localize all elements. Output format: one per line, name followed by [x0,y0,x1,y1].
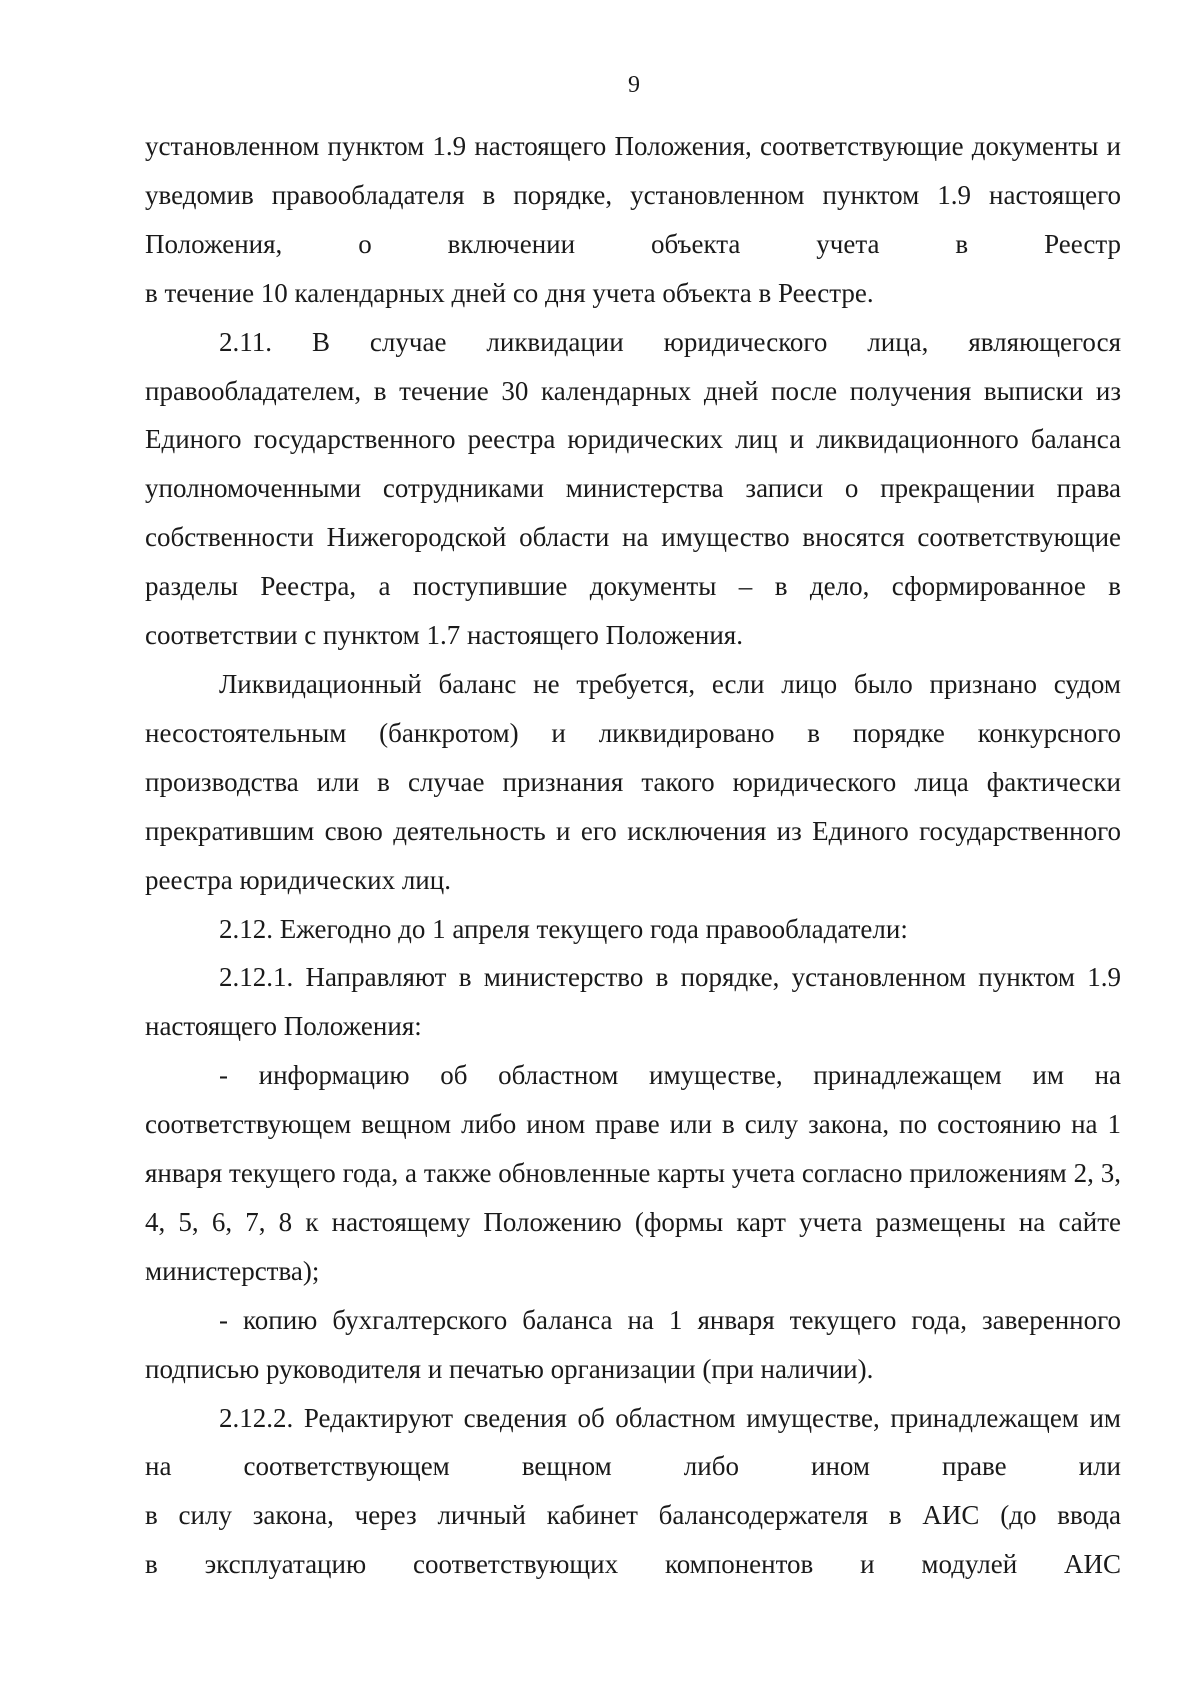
paragraph-2-12-2: 2.12.2. Редактируют сведения об областном имуществе, принадлежащем им на соответствующем вещном либо ином праве или [145,1402,1121,1482]
paragraph-2-12-1: 2.12.1. Направляют в министерство в порядке, установленном пунктом 1.9 настоящего Положения: [145,962,1121,1042]
paragraph-2-12-2-last-line: в эксплуатацию соответствующих компонентов и модулей АИС [145,1549,1121,1580]
paragraph-2-12: 2.12. Ежегодно до 1 апреля текущего года правообладатели: [219,913,908,944]
document-body [145,122,1121,1589]
paragraph-continuation: установленном пунктом 1.9 настоящего Положения, соответствующие документы и уведомив правообладателя в порядке, установленном пунктом 1.9 настоящего Положения, о включении объекта учета в Реестр [145,131,1121,259]
paragraph-2-12-2-line: в силу закона, через личный кабинет балансодержателя в АИС (до ввода [145,1500,1121,1531]
list-item-balance-copy: - копию бухгалтерского баланса на 1 января текущего года, заверенного подписью руководителя и печатью организации (при наличии). [145,1304,1121,1384]
paragraph-2-11: 2.11. В случае ликвидации юридического лица, являющегося правообладателем, в течение 30 календарных дней после получения выписки из Единого государственного реестра юридических лиц и ликвидационного баланса уполномоченными сотрудниками министерства записи о прекращении права собственности Нижегородской области на имущество вносятся соответствующие разделы Реестра, а поступившие документы – в дело, сформированное в соответствии с пунктом 1.7 настоящего Положения. [145,326,1121,651]
paragraph-liquidation-balance: Ликвидационный баланс не требуется, если лицо было признано судом несостоятельным (банкротом) и ликвидировано в порядке конкурсного производства или в случае признания такого юридического лица фактически прекратившим свою деятельность и его исключения из Единого государственного реестра юридических лиц. [145,668,1121,895]
page-number: 9 [628,72,640,98]
paragraph-continuation-tail: в течение 10 календарных дней со дня учета объекта в Реестре. [145,277,874,308]
list-item-information: - информацию об областном имуществе, принадлежащем им на соответствующем вещном либо ином праве или в силу закона, по состоянию на 1 января текущего года, а также обновленные карты учета согласно приложениям 2, 3, 4, 5, 6, 7, 8 к настоящему Положению (формы карт учета размещены на сайте министерства); [145,1060,1121,1286]
